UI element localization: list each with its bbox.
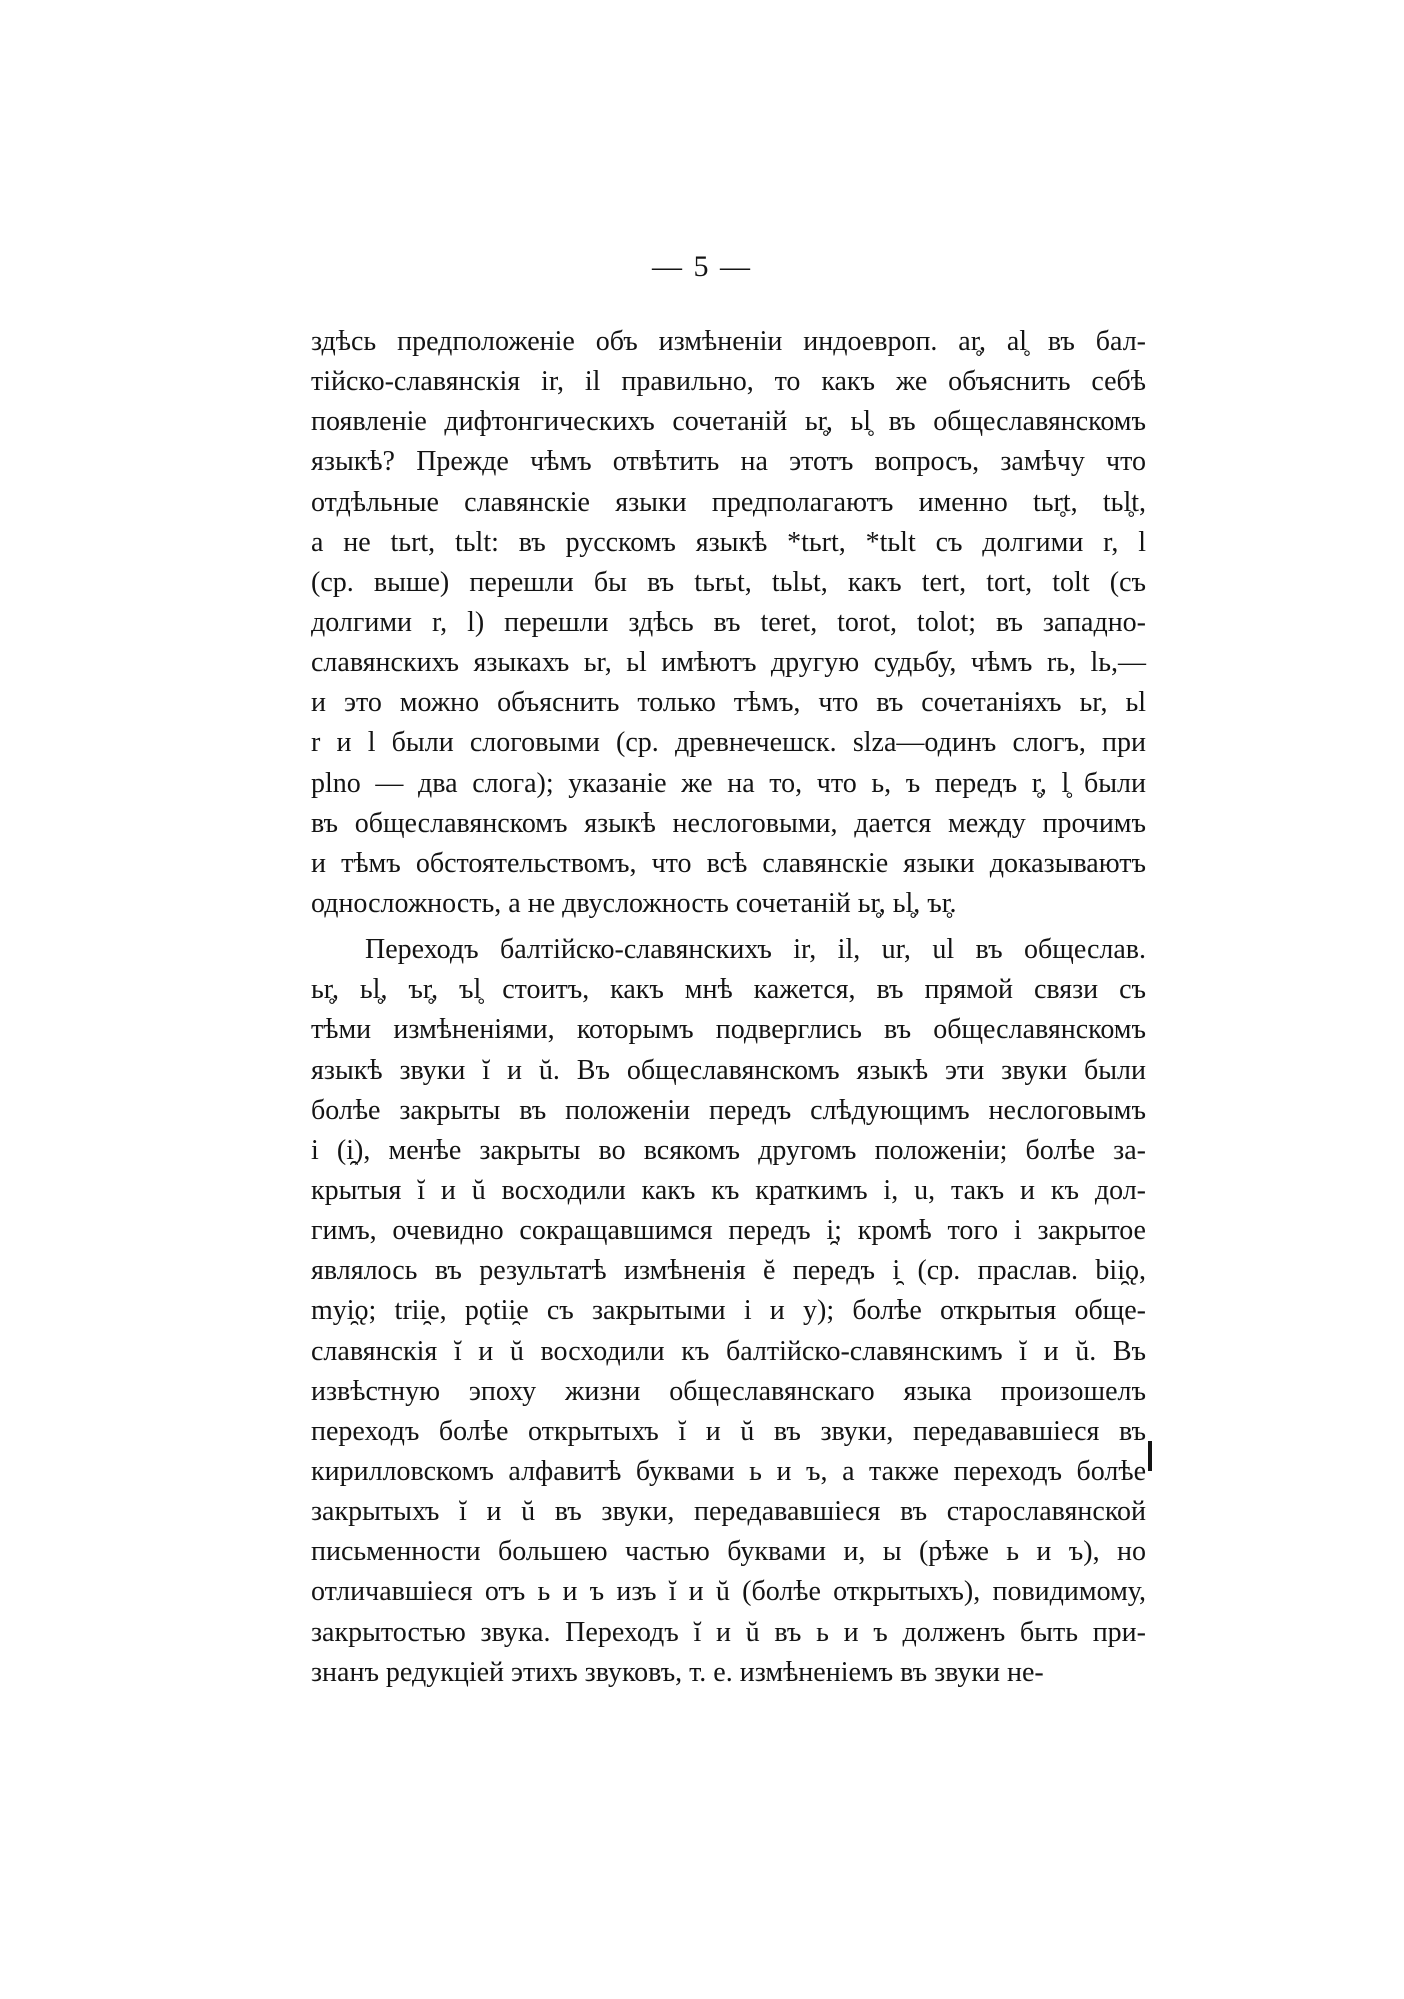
text-line: крытыя ĭ и ŭ восходили какъ къ краткимъ i, u, такъ и къ дол- xyxy=(311,1174,1146,1206)
text-line: переходъ болѣе открытыхъ ĭ и ŭ въ звуки, передававшіеся въ xyxy=(311,1415,1146,1447)
text-line: а не tьrt, tьlt: въ русскомъ языкѣ *tьrt, *tьlt съ долгими r, l xyxy=(311,526,1146,558)
text-line: въ общеславянскомъ языкѣ неслоговыми, дается между прочимъ xyxy=(311,807,1146,839)
text-line: и это можно объяснить только тѣмъ, что въ сочетаніяхъ ьr, ьl xyxy=(311,687,1146,719)
text-line: plno — два слога); указаніе же на то, что ь, ъ передъ r̥, l̥ были xyxy=(311,767,1146,799)
text-line: закрытыхъ ĭ и ŭ въ звуки, передававшіеся въ старославянской xyxy=(311,1496,1146,1528)
text-line: (ср. выше) перешли бы въ tьrьt, tьlьt, какъ tert, tort, tolt (съ xyxy=(311,566,1146,598)
text-line: односложность, а не двусложность сочетаній ьr̥, ьl̥, ъr̥. xyxy=(311,887,957,919)
text-line: ьr̥, ьl̥, ъr̥, ъl̥ стоитъ, какъ мнѣ кажется, въ прямой связи съ xyxy=(311,974,1146,1006)
text-line: славянскія ĭ и ŭ восходили къ балтійско-славянскимъ ĭ и ŭ. Въ xyxy=(311,1335,1146,1367)
text-line: языкѣ? Прежде чѣмъ отвѣтить на этотъ вопросъ, замѣчу что xyxy=(311,446,1146,478)
text-line: i (i̯), менѣе закрыты во всякомъ другомъ положеніи; болѣе за- xyxy=(311,1134,1146,1166)
text-line: появленіе дифтонгическихъ сочетаній ьr̥, ьl̥ въ общеславянскомъ xyxy=(311,406,1146,438)
text-line: Переходъ балтійско-славянскихъ ir, il, ur, ul въ общеслав. xyxy=(365,934,1146,966)
text-block xyxy=(311,322,1146,1693)
text-line: являлось въ результатѣ измѣненія ĕ передъ i̯ (ср. праслав. bii̯ǫ, xyxy=(311,1255,1146,1287)
text-line: отдѣльные славянскіе языки предполагаютъ именно tьr̥t, tьl̥t, xyxy=(311,486,1146,518)
text-line: языкѣ звуки ĭ и ŭ. Въ общеславянскомъ языкѣ эти звуки были xyxy=(311,1054,1146,1086)
margin-mark xyxy=(1148,1441,1152,1471)
text-line: знанъ редукціей этихъ звуковъ, т. е. измѣненіемъ въ звуки не- xyxy=(311,1656,1044,1688)
text-line: гимъ, очевидно сокращавшимся передъ i̯; кромѣ того i закрытое xyxy=(311,1215,1146,1247)
paragraph-1 xyxy=(311,322,1146,924)
text-line: долгими r, l) перешли здѣсь въ teret, torot, tolot; въ западно- xyxy=(311,606,1146,638)
text-line: письменности большею частью буквами и, ы (рѣже ь и ъ), но xyxy=(311,1536,1146,1568)
text-line: закрытостью звука. Переходъ ĭ и ŭ въ ь и ъ долженъ быть при- xyxy=(311,1616,1146,1648)
text-line: отличавшіеся отъ ь и ъ изъ ĭ и ŭ (болѣе открытыхъ), повидимому, xyxy=(311,1576,1146,1608)
text-line: тійско-славянскія ir, il правильно, то какъ же объяснить себѣ xyxy=(311,366,1146,398)
text-line: болѣе закрыты въ положеніи передъ слѣдующимъ неслоговымъ xyxy=(311,1094,1146,1126)
paragraph-2 xyxy=(311,930,1146,1693)
text-line: и тѣмъ обстоятельствомъ, что всѣ славянскіе языки доказываютъ xyxy=(311,847,1146,879)
text-line: кирилловскомъ алфавитѣ буквами ь и ъ, а также переходъ болѣе xyxy=(311,1455,1146,1487)
text-line: извѣстную эпоху жизни общеславянскаго языка произошелъ xyxy=(311,1375,1146,1407)
text-line: славянскихъ языкахъ ьr, ьl имѣютъ другую судьбу, чѣмъ rь, lь,— xyxy=(311,647,1146,679)
page-number: — 5 — xyxy=(652,250,752,283)
text-line: тѣми измѣненіями, которымъ подверглись въ общеславянскомъ xyxy=(311,1014,1146,1046)
text-line: здѣсь предположеніе объ измѣненіи индоевроп. ar̥, al̥ въ бал- xyxy=(311,326,1146,357)
text-line: r и l были слоговыми (ср. древнечешск. slza—одинъ слогъ, при xyxy=(311,727,1146,759)
text-line: myi̯ǫ; trii̯e, pǫtii̯e съ закрытыми i и y); болѣе открытыя обще- xyxy=(311,1295,1146,1327)
